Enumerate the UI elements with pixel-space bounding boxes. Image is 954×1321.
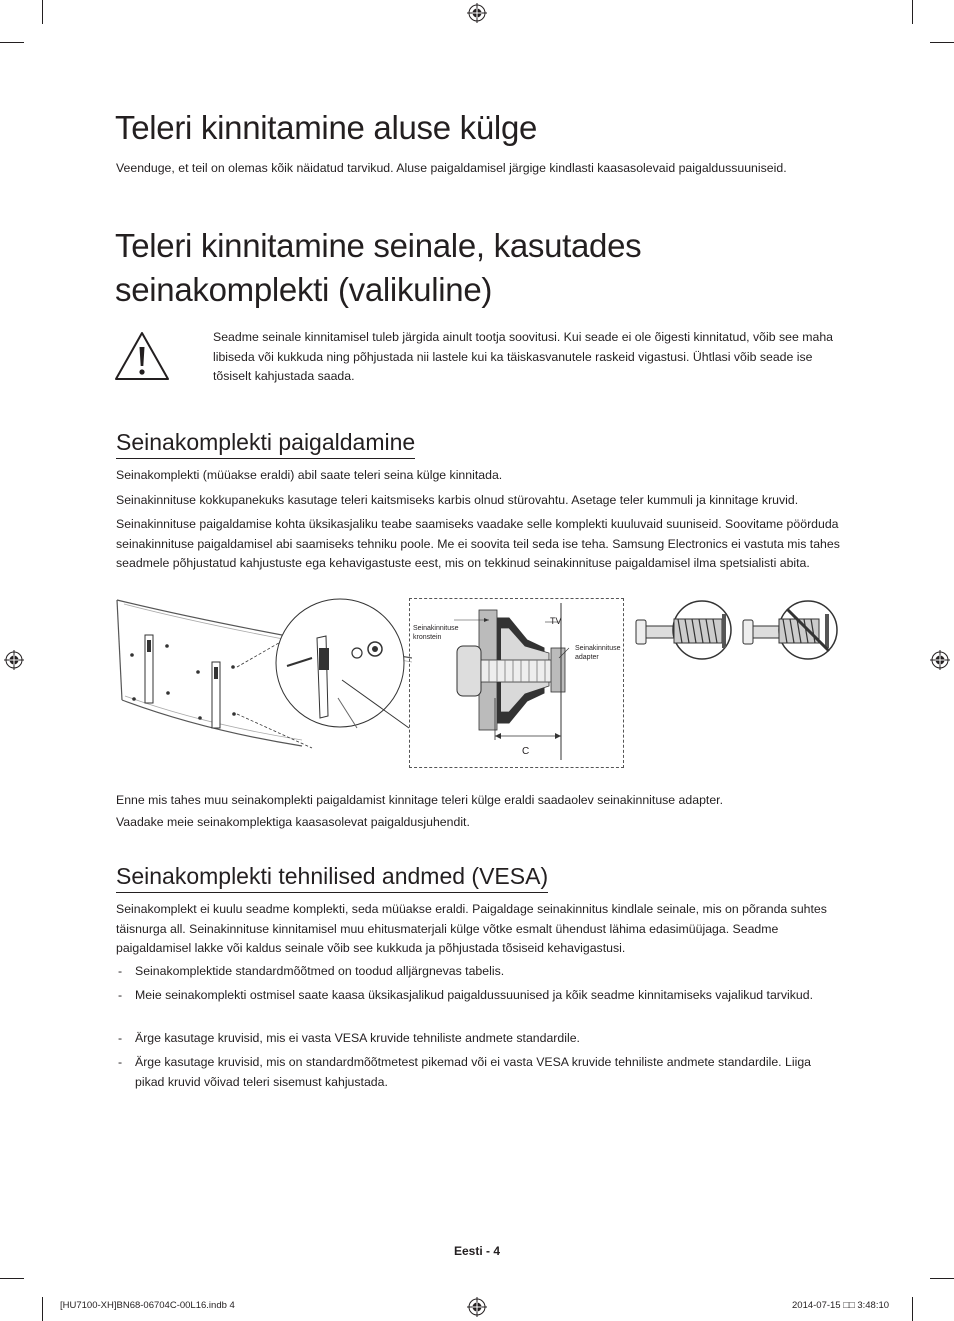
- list-item: - Seinakomplektide standardmõõtmed on toodud alljärgnevas tabelis.: [118, 964, 505, 978]
- warning-triangle-icon: [113, 330, 171, 382]
- crop-mark: [42, 0, 43, 24]
- registration-mark-icon: [930, 650, 950, 670]
- wall-mount-title-line2: seinakomplekti (valikuline): [115, 271, 493, 308]
- warning-text: Seadme seinale kinnitamisel tuleb järgida ainult tootja soovitusi. Kui seade ei ole õigesti kinnitatud, võib see maha libiseda või kukkuda ning põhjustada nii lastele kui ka täiskasvanutele raskeid vigastusi. Ühtlasi võib seade ise tõsiselt kahjustada saada.: [213, 330, 833, 383]
- dimension-c-label: C: [522, 746, 530, 757]
- list-item: - Meie seinakomplekti ostmisel saate kaasa üksikasjalikud paigaldussuunised ja kõik seadme kinnitamiseks vajalikud tarvikud.: [118, 988, 814, 1002]
- list-item: - Ärge kasutage kruvisid, mis ei vasta VESA kruvide tehniliste andmete standardile.: [118, 1031, 580, 1045]
- correct-screw-icon: [634, 598, 734, 662]
- footer-datetime: 2014-07-15 □□ 3:48:10: [792, 1300, 890, 1311]
- crop-mark: [0, 42, 24, 43]
- incorrect-screw-icon: [741, 598, 841, 662]
- crop-mark: [42, 1297, 43, 1321]
- footer-filename: [HU7100-XH]BN68-06704C-00L16.indb 4: [60, 1300, 235, 1311]
- registration-mark-icon: [467, 3, 487, 23]
- wall-kit-para-3: Seinakinnituse paigaldamise kohta üksikasjaliku teabe saamiseks vaadake selle komplekti kuuluvaid suuniseid. Soovitame pöörduda seinakinnituse paigaldamisel abi saamiseks tehniku poole. Me ei soovita teil seda ise teha. Samsung Electronics ei vastuta mis tahes seadmele põhjustatud kahjustuste ega kehavigastuste eest, mis on tekkinud seinakinnituse paigaldamisel ilma spetsialisti abita.: [116, 517, 840, 570]
- crop-mark: [912, 0, 913, 24]
- wall-kit-para-2: Seinakinnituse kokkupanekuks kasutage teleri kaitsmiseks karbis olnud stürovahtu. Asetage teler kummuli ja kinnitage kruvid.: [116, 493, 799, 507]
- tv-label: TV: [550, 616, 562, 626]
- crop-mark: [930, 42, 954, 43]
- adapter-note-text: Enne mis tahes muu seinakomplekti paigaldamist kinnitage teleri külge eraldi saadaolev seinakinnituse adapter.: [116, 793, 724, 807]
- stand-instructions-text: Veenduge, et teil on olemas kõik näidatud tarvikud. Aluse paigaldamisel järgige kindlasti kaasasolevaid paigaldussuuniseid.: [116, 161, 787, 175]
- crop-mark: [912, 1297, 913, 1321]
- bracket-label: Seinakinnituse kronstein: [413, 625, 459, 641]
- wall-mount-title-line1: Teleri kinnitamine seinale, kasutades: [115, 227, 642, 264]
- list-item: - Ärge kasutage kruvisid, mis on standardmõõtmetest pikemad või ei vasta VESA kruvide tehniliste andmete standardile. Liiga pikad kruvid võivad teleri sisemust kahjustada.: [118, 1055, 811, 1089]
- wall-kit-installation-heading: Seinakomplekti paigaldamine: [116, 428, 415, 459]
- wall-kit-para-1: Seinakomplekti (müüakse eraldi) abil saate teleri seina külge kinnitada.: [116, 468, 503, 482]
- crop-mark: [930, 1278, 954, 1279]
- registration-mark-icon: [4, 650, 24, 670]
- installation-guide-note: Vaadake meie seinakomplektiga kaasasolevat paigaldusjuhendit.: [116, 815, 470, 829]
- page-title: Teleri kinnitamine aluse külge: [115, 109, 538, 146]
- registration-mark-icon: [467, 1297, 487, 1317]
- page-number: Eesti - 4: [453, 1244, 501, 1258]
- crop-mark: [0, 1278, 24, 1279]
- vesa-intro-text: Seinakomplekt ei kuulu seadme komplekti, seda müüakse eraldi. Paigaldage seinakinnitus kindlale seinale, mis on põranda suhtes täisnurga all. Seinakinnituse kinnitamisel muu ehitusmaterjali külge võtke esmalt ühendust lähima edasimüüjaga. Seadme paigaldamisel lakke või kaldus seinale võib see kukkuda ja põhjustada tõsiseid kehavigastusi.: [116, 902, 827, 955]
- tv-back-bracket-illustration: [112, 598, 412, 768]
- adapter-label: Seinakinnituse adapter: [575, 645, 621, 661]
- vesa-specs-heading: Seinakomplekti tehnilised andmed (VESA): [116, 862, 548, 893]
